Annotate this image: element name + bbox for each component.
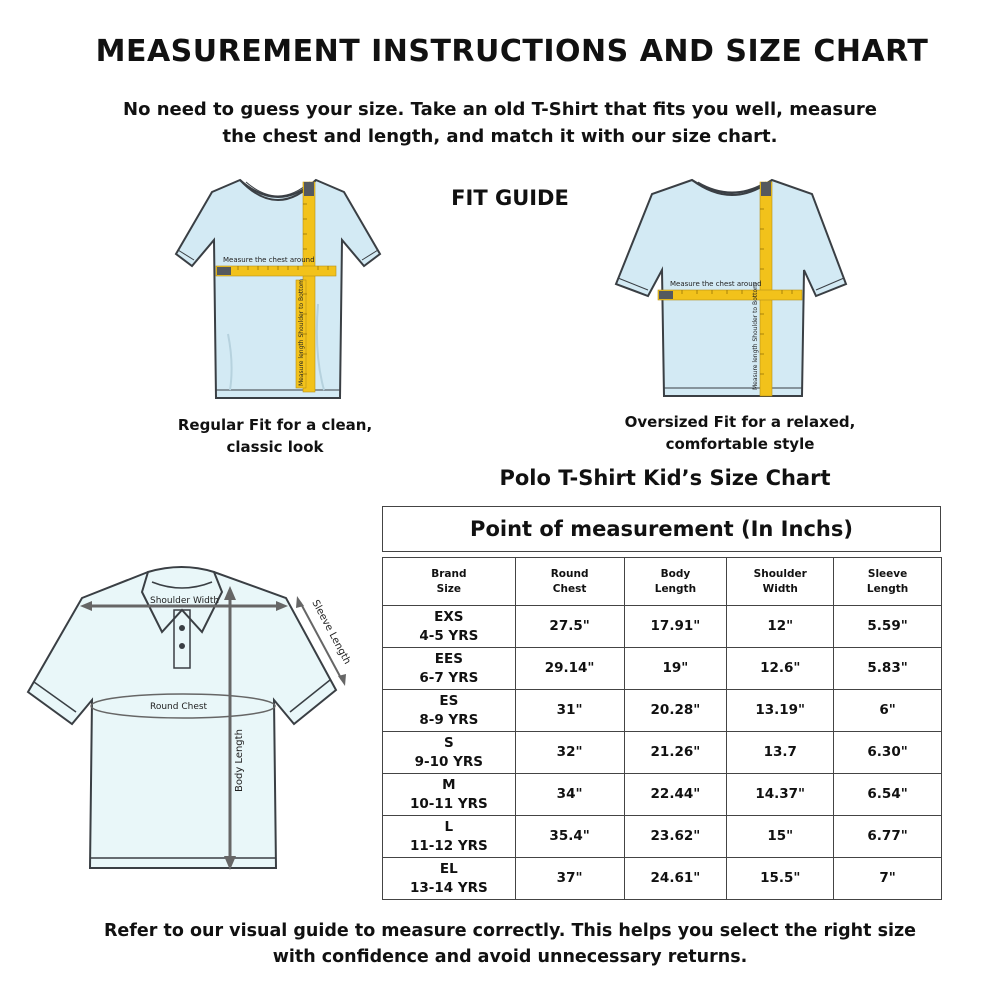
oversized-length-label: Measure length Shoulder to Bottom: [752, 282, 759, 390]
size-cell: M 10-11 YRS: [383, 774, 516, 816]
sleeve-cell: 6.77": [834, 816, 942, 858]
round-chest-label: Round Chest: [150, 702, 208, 712]
size-cell: S 9-10 YRS: [383, 732, 516, 774]
chest-cell: 37": [515, 858, 624, 900]
point-of-measurement-label: Point of measurement (In Inchs): [470, 517, 853, 541]
regular-caption-line-2: classic look: [226, 438, 324, 456]
table-row: [383, 690, 942, 732]
table-row: [383, 732, 942, 774]
length-cell: 23.62": [624, 816, 727, 858]
length-cell: 21.26": [624, 732, 727, 774]
point-of-measurement-box: [382, 506, 941, 552]
oversized-chest-label: Measure the chest around: [670, 280, 762, 288]
shoulder-cell: 13.7: [727, 732, 834, 774]
table-row: [383, 648, 942, 690]
header-body-length: Body Length: [624, 558, 727, 606]
sleeve-length-label: Sleeve Length: [309, 598, 353, 667]
regular-chest-label: Measure the chest around: [223, 256, 315, 264]
intro-line-2: the chest and length, and match it with our size chart.: [222, 126, 778, 147]
size-cell: EL 13-14 YRS: [383, 858, 516, 900]
sleeve-cell: 6": [834, 690, 942, 732]
size-chart-header-row: [383, 558, 942, 606]
chest-cell: 35.4": [515, 816, 624, 858]
oversized-fit-caption: [620, 411, 860, 455]
page-title: MEASUREMENT INSTRUCTIONS AND SIZE CHART: [95, 34, 929, 69]
shoulder-cell: 15": [727, 816, 834, 858]
oversized-caption-line-1: Oversized Fit for a relaxed,: [624, 413, 856, 431]
header-brand-size: Brand Size: [383, 558, 516, 606]
length-cell: 20.28": [624, 690, 727, 732]
chest-cell: 32": [515, 732, 624, 774]
sleeve-cell: 5.59": [834, 606, 942, 648]
shoulder-cell: 15.5": [727, 858, 834, 900]
length-cell: 19": [624, 648, 727, 690]
header-shoulder-width: Shoulder Width: [727, 558, 834, 606]
sleeve-cell: 6.30": [834, 732, 942, 774]
shoulder-cell: 12.6": [727, 648, 834, 690]
size-chart-table: [382, 557, 942, 900]
shoulder-width-label: Shoulder Width: [150, 596, 220, 606]
table-row: [383, 858, 942, 900]
shoulder-cell: 13.19": [727, 690, 834, 732]
footer-line-2: with confidence and avoid unnecessary returns.: [272, 947, 748, 967]
length-cell: 24.61": [624, 858, 727, 900]
shoulder-cell: 14.37": [727, 774, 834, 816]
oversized-caption-line-2: comfortable style: [665, 435, 815, 453]
size-cell: L 11-12 YRS: [383, 816, 516, 858]
sleeve-cell: 6.54": [834, 774, 942, 816]
chest-cell: 29.14": [515, 648, 624, 690]
sleeve-cell: 5.83": [834, 648, 942, 690]
shoulder-cell: 12": [727, 606, 834, 648]
intro-line-1: No need to guess your size. Take an old T-Shirt that fits you well, measure: [123, 99, 877, 120]
regular-fit-caption: [165, 414, 385, 458]
table-row: [383, 774, 942, 816]
size-cell: EXS 4-5 YRS: [383, 606, 516, 648]
table-row: [383, 816, 942, 858]
polo-shirt-measurement-diagram: [24, 560, 364, 880]
regular-length-label: Measure length Shoulder to Bottom: [298, 278, 305, 386]
footer-line-1: Refer to our visual guide to measure correctly. This helps you select the right size: [103, 921, 917, 941]
oversized-fit-tshirt-illustration: [612, 174, 850, 406]
header-round-chest: Round Chest: [515, 558, 624, 606]
regular-fit-tshirt-illustration: [168, 174, 388, 406]
size-cell: EES 6-7 YRS: [383, 648, 516, 690]
regular-caption-line-1: Regular Fit for a clean,: [177, 416, 373, 434]
header-sleeve-length: Sleeve Length: [834, 558, 942, 606]
intro-text: [100, 96, 900, 150]
length-cell: 17.91": [624, 606, 727, 648]
chest-cell: 27.5": [515, 606, 624, 648]
size-chart-title: Polo T-Shirt Kid’s Size Chart: [499, 466, 831, 490]
table-row: [383, 606, 942, 648]
sleeve-cell: 7": [834, 858, 942, 900]
length-cell: 22.44": [624, 774, 727, 816]
chest-cell: 34": [515, 774, 624, 816]
body-length-label: Body Length: [234, 729, 245, 792]
fit-guide-title: FIT GUIDE: [451, 186, 569, 210]
size-cell: ES 8-9 YRS: [383, 690, 516, 732]
footer-text: [80, 918, 940, 970]
chest-cell: 31": [515, 690, 624, 732]
